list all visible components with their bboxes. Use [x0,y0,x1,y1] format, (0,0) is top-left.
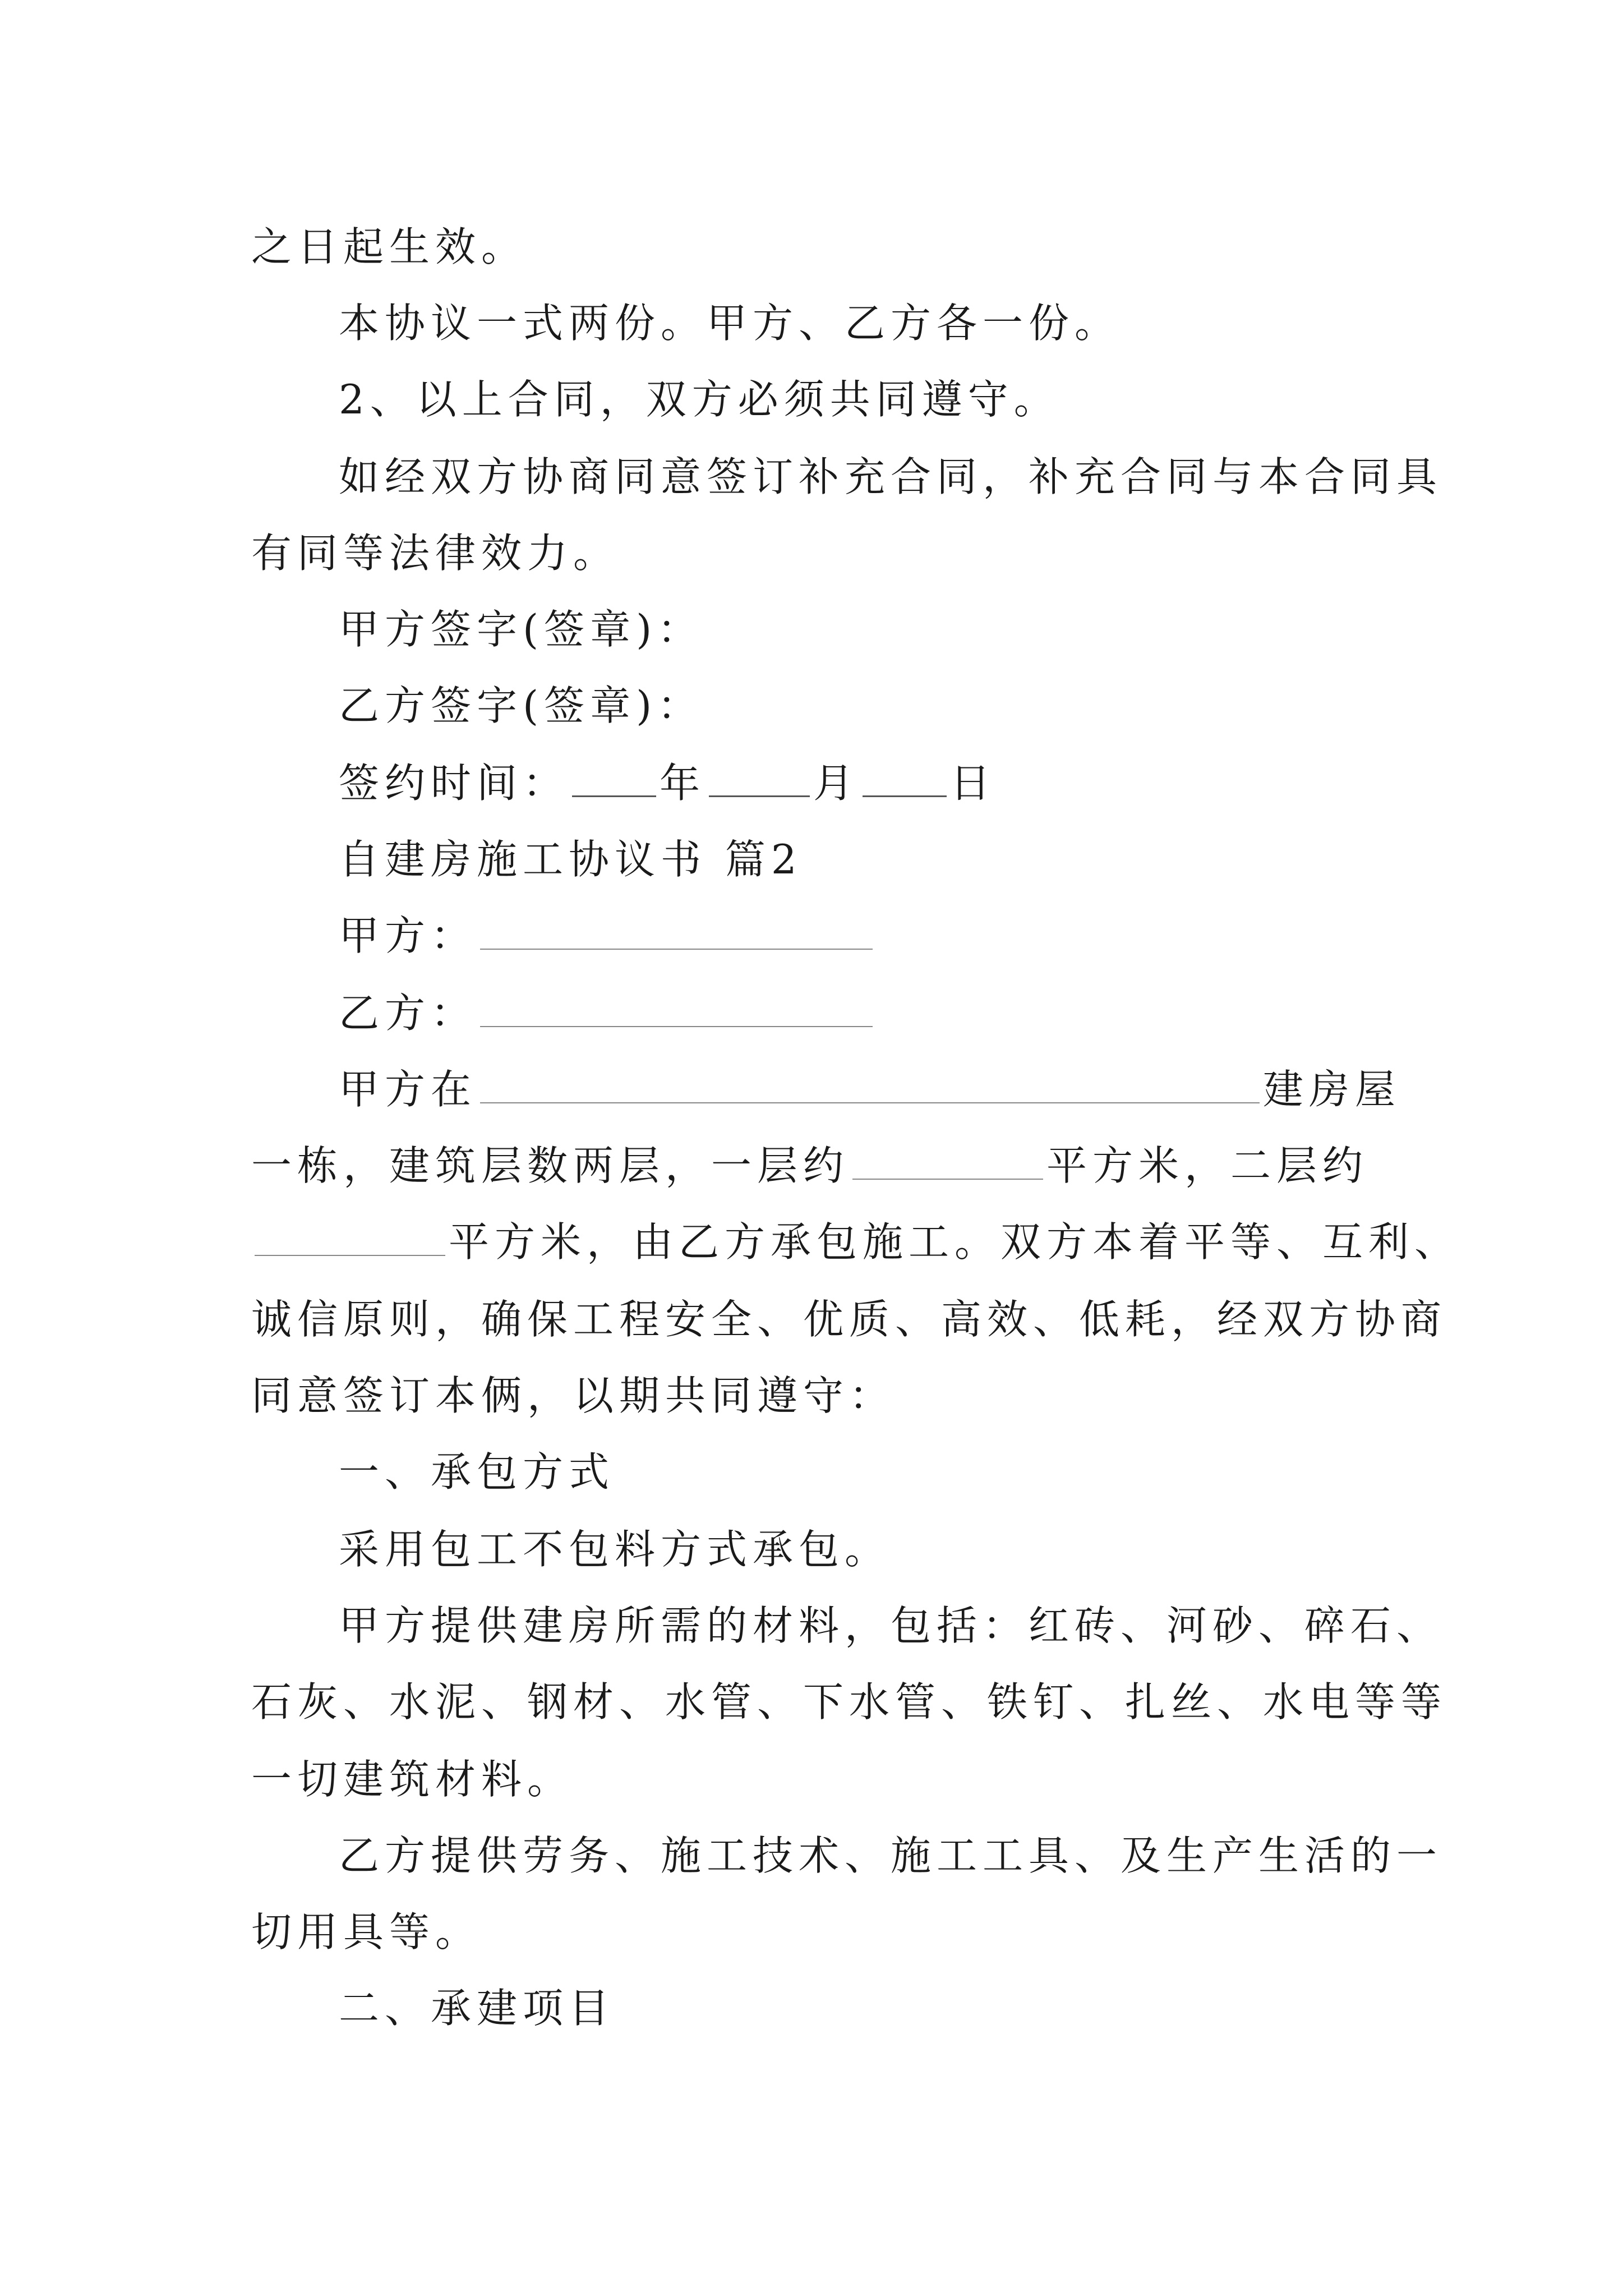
heading-text: 自建房施工协议书 篇2 [339,836,803,883]
month-blank [709,756,810,797]
party-a-blank [480,913,873,950]
floor2-area-blank [255,1219,445,1256]
section-heading [339,821,803,898]
day-blank [863,756,947,797]
text-line [251,1128,1368,1204]
party-b-blank [480,990,873,1027]
paragraph-text: 2、以上合同，双方必须共同遵守。 [339,376,1060,423]
text-line [251,1358,895,1434]
heading-text: 二、承建项目 [339,1985,615,2032]
text-line [251,1664,1447,1740]
paragraph-text: 平方米，由乙方承包施工。双方本着平等、互利、 [449,1218,1461,1266]
text-line [251,1281,1447,1358]
text-line [339,1588,1442,1664]
signature-label: 甲方签字(签章)： [339,606,704,653]
paragraph-text: 乙方提供劳务、施工技术、施工工具、及生产生活的一 [339,1832,1443,1879]
paragraph-text: 之日起生效。 [251,223,528,270]
paragraph-text: 甲方提供建房所需的材料，包括：红砖、河砂、碎石、 [339,1602,1443,1649]
text-line [339,285,1121,361]
paragraph-text: 切用具等。 [251,1908,482,1955]
location-blank [480,1066,1260,1103]
paragraph-text: 诚信原则，确保工程安全、优质、高效、低耗，经双方协商 [251,1296,1447,1343]
text-line [339,1511,891,1588]
party-a-line [339,898,876,974]
section-heading [339,1434,615,1510]
party-b-label: 乙方： [339,990,477,1037]
text-line [251,1894,481,1970]
paragraph-text: 石灰、水泥、钢材、水管、下水管、铁钉、扎丝、水电等等 [251,1678,1447,1726]
year-blank [572,756,656,797]
text-line [339,361,1060,438]
party-a-signature-line [339,591,703,668]
text-line [251,515,619,591]
paragraph-text: 一栋，建筑层数两层，一层约 [251,1142,850,1189]
party-b-signature-line [339,668,703,744]
section-heading [339,1970,615,2046]
text-line [339,1051,1401,1128]
paragraph-text: 平方米，二层约 [1046,1142,1369,1189]
paragraph-text: 一切建筑材料。 [251,1756,574,1803]
floor1-area-blank [852,1143,1043,1180]
day-label: 日 [950,760,997,807]
paragraph-text: 建房屋 [1263,1066,1401,1113]
party-a-label: 甲方： [339,912,477,959]
text-line [339,1818,1442,1894]
month-label: 月 [813,760,860,807]
paragraph-text: 甲方在 [339,1066,477,1113]
text-line [251,1204,1460,1280]
date-label: 签约时间： [339,760,569,807]
heading-text: 一、承包方式 [339,1448,615,1496]
paragraph-text: 有同等法律效力。 [251,530,620,577]
paragraph-text: 本协议一式两份。甲方、乙方各一份。 [339,300,1121,347]
signing-date-line [339,745,996,821]
paragraph-text: 采用包工不包料方式承包。 [339,1526,891,1573]
party-b-line [339,975,876,1051]
text-line [251,1741,573,1818]
signature-label: 乙方签字(签章)： [339,682,704,729]
text-line [339,439,1442,515]
year-label: 年 [660,760,706,807]
text-line [251,209,527,285]
paragraph-text: 如经双方协商同意签订补充合同，补充合同与本合同具 [339,453,1443,500]
paragraph-text: 同意签订本俩，以期共同遵守： [251,1372,896,1419]
